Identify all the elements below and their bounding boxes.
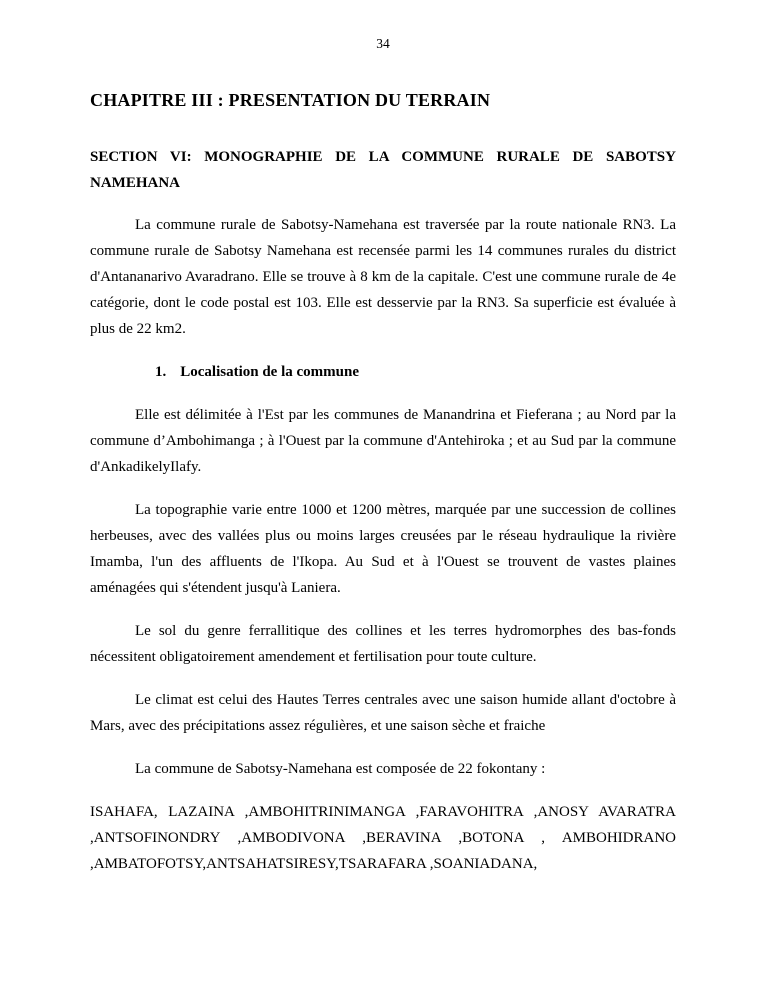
section-heading: SECTION VI: MONOGRAPHIE DE LA COMMUNE RURALE DE SABOTSY NAMEHANA <box>90 149 676 191</box>
paragraph-topographie: La topographie varie entre 1000 et 1200 mètres, marquée par une succession de collines herbeuses, avec des vallées plus ou moins larges creusées par le réseau hydraulique la rivière Imamba, l'un des affluents de l'Ikopa. Au Sud et à l'Ouest se trouvent de vastes plaines aménagées qui s'étendent jusqu'à Laniera. <box>90 502 676 596</box>
paragraph-commune-intro: La commune rurale de Sabotsy-Namehana est traversée par la route nationale RN3. La commune rurale de Sabotsy Namehana est recensée parmi les 14 communes rurales du district d'Antananarivo Avaradrano. Elle se trouve à 8 km de la capitale. C'est une commune rurale de 4e catégorie, dont le code postal est 103. Elle est desservie par la RN3. Sa superficie est évaluée à plus de 22 km2. <box>90 217 676 337</box>
paragraph-fokontany-intro: La commune de Sabotsy-Namehana est composée de 22 fokontany : <box>135 761 546 777</box>
paragraph-sol: Le sol du genre ferrallitique des collines et les terres hydromorphes des bas-fonds nécessitent obligatoirement amendement et fertilisation pour toute culture. <box>90 623 676 665</box>
paragraph-fokontany-list: ISAHAFA, LAZAINA ,AMBOHITRINIMANGA ,FARAVOHITRA ,ANOSY AVARATRA ,ANTSOFINONDRY ,AMBODIVONA ,BERAVINA ,BOTONA , AMBOHIDRANO ,AMBATOFOTSY,ANTSAHATSIRESY,TSARAFARA ,SOANIADANA, <box>90 804 676 872</box>
chapter-title: CHAPITRE III : PRESENTATION DU TERRAIN <box>90 90 491 110</box>
paragraph-delimitation: Elle est délimitée à l'Est par les communes de Manandrina et Fieferana ; au Nord par la commune d’Ambohimanga ; à l'Ouest par la commune d'Antehiroka ; et au Sud par la commune d'AnkadikelyIlafy. <box>90 407 676 475</box>
page-number: 34 <box>376 36 390 51</box>
list-item-localisation <box>90 359 676 385</box>
paragraph-climat: Le climat est celui des Hautes Terres centrales avec une saison humide allant d'octobre à Mars, avec des précipitations assez régulières, et une saison sèche et fraiche <box>90 692 676 734</box>
list-item-title: Localisation de la commune <box>180 364 359 380</box>
list-item-number: 1. <box>155 364 167 380</box>
